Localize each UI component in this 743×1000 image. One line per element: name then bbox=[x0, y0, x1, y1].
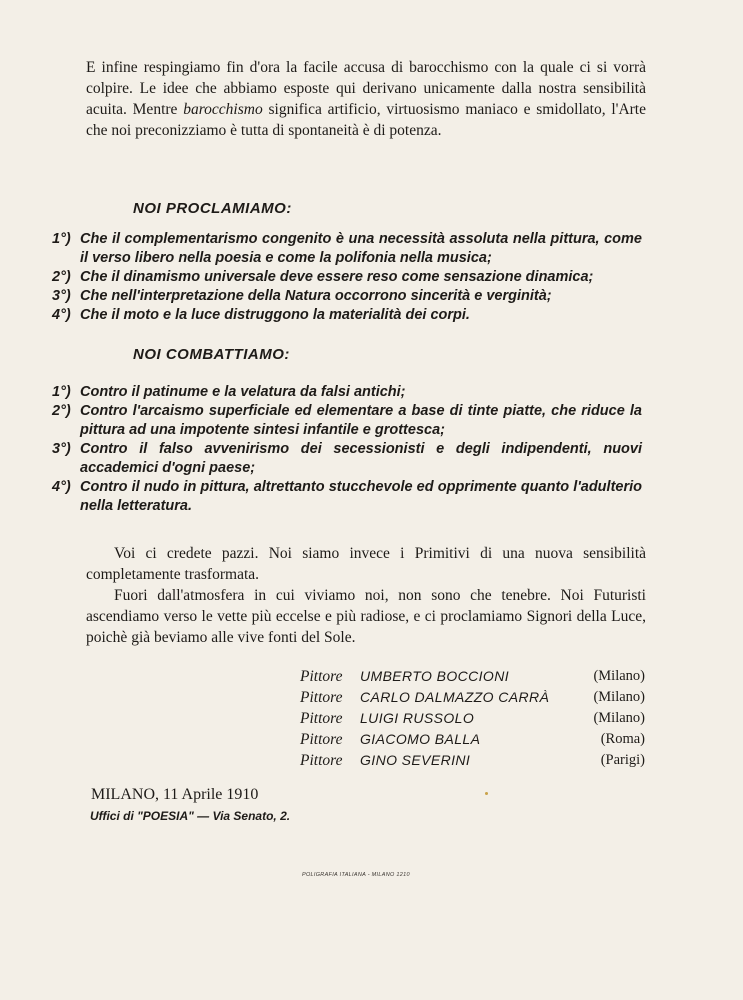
list-item bbox=[52, 306, 642, 325]
office-address: Uffici di "POESIA" — Via Senato, 2. bbox=[90, 809, 291, 823]
paper-speck bbox=[485, 792, 488, 795]
item-text: Contro il falso avvenirismo dei secessionisti e degli indipendenti, nuovi accademici d'ogni paese; bbox=[80, 441, 642, 476]
signature-row bbox=[300, 729, 645, 750]
signature-row bbox=[300, 666, 645, 687]
list-item bbox=[52, 402, 642, 440]
signature-city: (Parigi) bbox=[600, 752, 645, 768]
list-item bbox=[52, 230, 642, 268]
signature-city: (Milano) bbox=[593, 668, 645, 684]
signatures-block bbox=[300, 666, 645, 771]
intro-paragraph bbox=[86, 57, 646, 141]
closing-paragraph-1: Voi ci credete pazzi. Noi siamo invece i Primitivi di una nuova sensibilità completamente trasformata. bbox=[86, 545, 646, 583]
signature-name: GINO SEVERINI bbox=[360, 752, 471, 768]
intro-italic-word: barocchismo bbox=[183, 101, 263, 118]
place-date: MILANO, 11 Aprile 1910 bbox=[91, 786, 259, 803]
signature-title: Pittore bbox=[300, 752, 343, 769]
signature-title: Pittore bbox=[300, 710, 343, 727]
intro-text-a: E infine respingiamo fin d'ora la facile accusa di barocchismo con la quale ci si vorrà colpire. Le idee che abbiamo esposte qui derivano unicamente dalla nostra sensibilità acuita. Mentre bbox=[86, 59, 646, 118]
signature-title: Pittore bbox=[300, 689, 343, 706]
list-item bbox=[52, 383, 642, 402]
item-number: 1°) bbox=[52, 384, 71, 400]
item-text: Contro l'arcaismo superficiale ed elementare a base di tinte piatte, che riduce la pittura ad una impotente sintesi infantile e grottesca; bbox=[80, 403, 642, 438]
signature-row bbox=[300, 687, 645, 708]
list-item bbox=[52, 287, 642, 306]
signature-name: LUIGI RUSSOLO bbox=[360, 710, 475, 726]
item-text: Contro il nudo in pittura, altrettanto stucchevole ed opprimente quanto l'adulterio nella letteratura. bbox=[80, 479, 642, 514]
signature-city: (Milano) bbox=[593, 689, 645, 705]
signature-title: Pittore bbox=[300, 731, 343, 748]
item-number: 3°) bbox=[52, 441, 71, 457]
signature-row bbox=[300, 750, 645, 771]
signature-city: (Milano) bbox=[593, 710, 645, 726]
signature-title: Pittore bbox=[300, 668, 343, 685]
item-number: 2°) bbox=[52, 269, 71, 285]
closing-paragraph-2: Fuori dall'atmosfera in cui viviamo noi, non sono che tenebre. Noi Futuristi ascendiamo verso le vette più eccelse e più radiose, e ci proclamiamo Signori della Luce, poichè già beviamo alle vive fonti del Sole. bbox=[86, 587, 646, 646]
intro-text-b: significa artificio, virtuosismo maniaco e smidollato, l'Arte che noi preconizziamo è tutta di spontaneità è di potenza. bbox=[86, 101, 646, 139]
list-item bbox=[52, 440, 642, 478]
item-number: 2°) bbox=[52, 403, 71, 419]
item-text: Che nell'interpretazione della Natura occorrono sincerità e verginità; bbox=[80, 288, 552, 304]
item-text: Che il moto e la luce distruggono la materialità dei corpi. bbox=[80, 307, 470, 323]
signature-city: (Roma) bbox=[600, 731, 645, 747]
list-item bbox=[52, 268, 642, 287]
signature-name: CARLO DALMAZZO CARRÀ bbox=[360, 689, 550, 705]
closing-section bbox=[86, 543, 646, 648]
item-text: Che il dinamismo universale deve essere reso come sensazione dinamica; bbox=[80, 269, 594, 285]
item-number: 1°) bbox=[52, 231, 71, 247]
signature-name: UMBERTO BOCCIONI bbox=[360, 668, 510, 684]
list-item bbox=[52, 478, 642, 516]
combat-list bbox=[52, 383, 642, 516]
printer-imprint: POLIGRAFIA ITALIANA - MILANO 1210 bbox=[302, 872, 410, 878]
signature-name: GIACOMO BALLA bbox=[360, 731, 481, 747]
item-number: 3°) bbox=[52, 288, 71, 304]
item-text: Contro il patinume e la velatura da falsi antichi; bbox=[80, 384, 406, 400]
proclaim-list bbox=[52, 230, 642, 325]
item-text: Che il complementarismo congenito è una necessità assoluta nella pittura, come il verso libero nella poesia e come la polifonia nella musica; bbox=[80, 231, 642, 266]
signature-row bbox=[300, 708, 645, 729]
item-number: 4°) bbox=[52, 479, 71, 495]
combat-heading: NOI COMBATTIAMO: bbox=[133, 346, 290, 363]
item-number: 4°) bbox=[52, 307, 71, 323]
proclaim-heading: NOI PROCLAMIAMO: bbox=[133, 200, 292, 217]
